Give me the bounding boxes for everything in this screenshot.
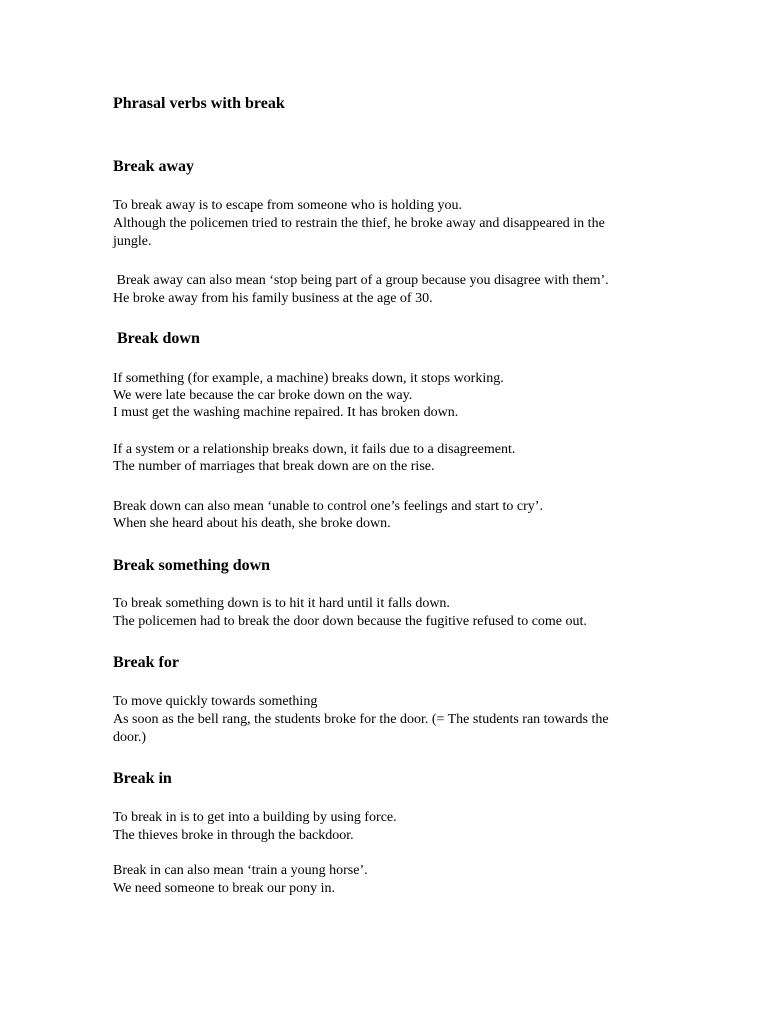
paragraph-line: door.)	[113, 730, 147, 745]
paragraph-line: If a system or a relationship breaks down, it fails due to a disagreement.	[113, 442, 516, 457]
section-heading-break-in: Break in	[113, 770, 172, 787]
document-title: Phrasal verbs with break	[113, 95, 285, 112]
paragraph-line: To break away is to escape from someone who is holding you.	[113, 198, 462, 213]
paragraph-line: The number of marriages that break down are on the rise.	[113, 459, 435, 474]
paragraph-line: To break something down is to hit it hard until it falls down.	[113, 596, 450, 611]
section-heading-break-down: Break down	[113, 330, 200, 347]
paragraph-line: The thieves broke in through the backdoor.	[113, 828, 354, 843]
paragraph-line: To break in is to get into a building by using force.	[113, 810, 397, 825]
paragraph-line: If something (for example, a machine) breaks down, it stops working.	[113, 371, 504, 386]
paragraph-line: jungle.	[113, 234, 152, 249]
paragraph-line: Break away can also mean ‘stop being part of a group because you disagree with them’.	[113, 273, 609, 288]
section-heading-break-for: Break for	[113, 654, 179, 671]
paragraph-line: To move quickly towards something	[113, 694, 318, 709]
paragraph-line: Although the policemen tried to restrain the thief, he broke away and disappeared in the	[113, 216, 605, 231]
paragraph-line: The policemen had to break the door down because the fugitive refused to come out.	[113, 614, 587, 629]
paragraph-line: I must get the washing machine repaired. It has broken down.	[113, 405, 459, 420]
paragraph-line: We were late because the car broke down on the way.	[113, 388, 413, 403]
paragraph-line: He broke away from his family business at the age of 30.	[113, 291, 433, 306]
paragraph-line: We need someone to break our pony in.	[113, 881, 336, 896]
paragraph-line: Break down can also mean ‘unable to control one’s feelings and start to cry’.	[113, 499, 543, 514]
section-heading-break-something-down: Break something down	[113, 557, 271, 574]
section-heading-break-away: Break away	[113, 158, 195, 175]
paragraph-line: As soon as the bell rang, the students broke for the door. (= The students ran towards the	[113, 712, 609, 727]
paragraph-line: Break in can also mean ‘train a young horse’.	[113, 863, 368, 878]
paragraph-line: When she heard about his death, she broke down.	[113, 516, 391, 531]
